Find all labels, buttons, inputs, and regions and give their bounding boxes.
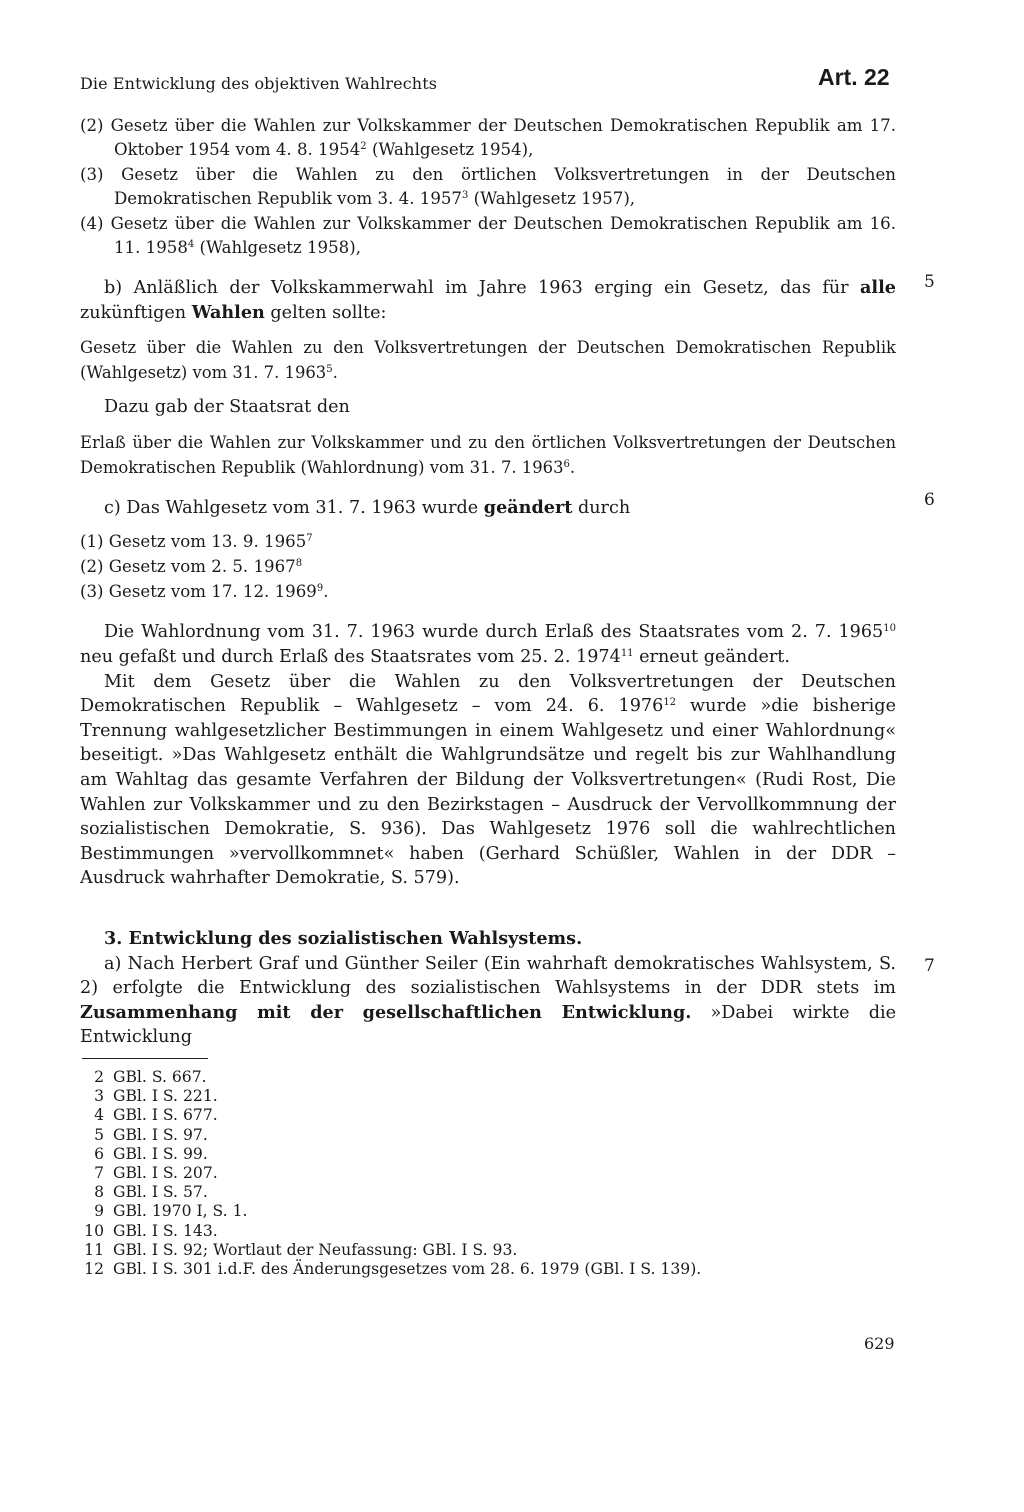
- emphasis: geändert: [483, 496, 573, 518]
- footnote: 4 GBl. I S. 677.: [94, 1106, 218, 1125]
- law-title: Gesetz über die Wahlen zu den Volksvertretungen der Deutschen Demokratischen Republik (Wahlgesetz) vom 31. 7. 1963$^5$.: [80, 338, 896, 383]
- law-list-item: (1) Gesetz vom 13. 9. 1965$^7$: [80, 532, 313, 552]
- emphasis: Zusammenhang mit der gesellschaftlichen Entwicklung.: [80, 1001, 692, 1023]
- footnote: 7 GBl. I S. 207.: [94, 1164, 218, 1183]
- footnote: 3 GBl. I S. 221.: [94, 1087, 218, 1106]
- margin-number: 7: [924, 956, 935, 976]
- paragraph-section-3a: a) Nach Herbert Graf und Günther Seiler (Ein wahrhaft demokratisches Wahlsystem, S. 2) erfolgte die Entwicklung des sozialistischen Wahlsystems in der DDR stets im Zusammenhang mit der gesellschaftlichen Entwicklung. »Dabei wirkte die Entwicklung: [80, 953, 896, 1048]
- footnote-ref: 12: [663, 697, 677, 709]
- amendment-list: [80, 530, 896, 604]
- running-title: Die Entwicklung des objektiven Wahlrechts: [80, 74, 438, 93]
- paragraph-staatsrat: Dazu gab der Staatsrat den: [104, 397, 350, 418]
- footnote: 6 GBl. I S. 99.: [94, 1144, 208, 1163]
- section-heading: 3. Entwicklung des sozialistischen Wahlsystems.: [104, 927, 583, 949]
- decree-title: Erlaß über die Wahlen zur Volkskammer und zu den örtlichen Volksvertretungen der Deutschen Demokratischen Republik (Wahlordnung) vom 31. 7. 1963$^6$.: [80, 432, 896, 477]
- margin-number: 5: [924, 272, 935, 292]
- footnote: 12 GBl. I S. 301 i.d.F. des Änderungsgesetzes vom 28. 6. 1979 (GBl. I S. 139).: [84, 1260, 702, 1279]
- footnote-ref: 6: [563, 458, 570, 470]
- law-list-item: (3) Gesetz vom 17. 12. 1969$^9$.: [80, 582, 329, 602]
- footnote: 2 GBl. S. 667.: [94, 1068, 207, 1086]
- page-number: 629: [864, 1334, 895, 1353]
- law-list-item: (3) Gesetz über die Wahlen zu den örtlichen Volksvertretungen in der Deutschen Demokratischen Republik vom 3. 4. 1957$^3$ (Wahlgesetz 1957),: [80, 165, 896, 208]
- footnote-ref: 10: [883, 623, 896, 635]
- footnote: 5 GBl. I S. 97.: [94, 1125, 208, 1144]
- emphasis: Wahlen: [191, 301, 265, 323]
- footnote: 8 GBl. I S. 57.: [94, 1183, 208, 1202]
- main-text: [80, 114, 896, 1050]
- footnote-ref: 8: [295, 558, 303, 570]
- article-number: Art. 22: [818, 64, 890, 90]
- paragraph-b: b) Anläßlich der Volkskammerwahl im Jahre 1963 erging ein Gesetz, das für alle zukünftigen Wahlen gelten sollte:: [80, 277, 896, 323]
- footnote-divider: [82, 1058, 208, 1059]
- footnote-ref: 2: [360, 141, 367, 152]
- footnote-ref: 5: [326, 364, 333, 376]
- footnotes: [80, 1068, 701, 1279]
- paragraph-wahlordnung: Die Wahlordnung vom 31. 7. 1963 wurde durch Erlaß des Staatsrates vom 2. 7. 1965$^{10}$ neu gefaßt und durch Erlaß des Staatsrates vom 25. 2. 1974$^{11}$ erneut geändert.: [80, 622, 896, 667]
- footnote-ref: 3: [462, 190, 469, 201]
- footnote-ref: 4: [187, 239, 195, 250]
- law-list-item: (2) Gesetz über die Wahlen zur Volkskammer der Deutschen Demokratischen Republik am 17. Oktober 1954 vom 4. 8. 1954$^2$ (Wahlgesetz 1954),: [80, 116, 896, 159]
- paragraph-c: c) Das Wahlgesetz vom 31. 7. 1963 wurde geändert durch: [104, 496, 631, 518]
- footnote-ref: 9: [316, 583, 324, 595]
- law-list-item: (2) Gesetz vom 2. 5. 1967$^8$: [80, 557, 303, 577]
- footnote: 9 GBl. 1970 I, S. 1.: [94, 1202, 248, 1221]
- margin-number: 6: [924, 490, 935, 510]
- footnote: 11 GBl. I S. 92; Wortlaut der Neufassung: GBl. I S. 93.: [84, 1240, 518, 1259]
- emphasis: alle: [860, 277, 896, 298]
- paragraph-wahlgesetz-1976: Mit dem Gesetz über die Wahlen zu den Volksvertretungen der Deutschen Demokratischen Republik – Wahlgesetz – vom 24. 6. 1976$^{12}$ wurde »die bisherige Trennung wahlgesetzlicher Bestimmungen in einem Wahlgesetz und einer Wahlordnung« beseitigt. »Das Wahlgesetz enthält die Wahlgrundsätze und regelt bis zur Wahlhandlung am Wahltag das gesamte Verfahren der Bildung der Volksvertretungen« (Rudi Rost, Die Wahlen zur Volkskammer und zu den Bezirkstagen – Ausdruck der Vervollkommnung der sozialistischen Demokratie, S. 936). Das Wahlgesetz 1976 soll die wahlrechtlichen Bestimmungen »vervollkommnet« haben (Gerhard Schüßler, Wahlen in der DDR – Ausdruck wahrhafter Demokratie, S. 579).: [80, 671, 896, 889]
- footnote-ref: 11: [620, 647, 634, 659]
- footnote-ref: 7: [306, 533, 313, 545]
- footnote: 10 GBl. I S. 143.: [84, 1221, 218, 1240]
- law-list-item: (4) Gesetz über die Wahlen zur Volkskammer der Deutschen Demokratischen Republik am 16. 11. 1958$^4$ (Wahlgesetz 1958),: [80, 214, 896, 257]
